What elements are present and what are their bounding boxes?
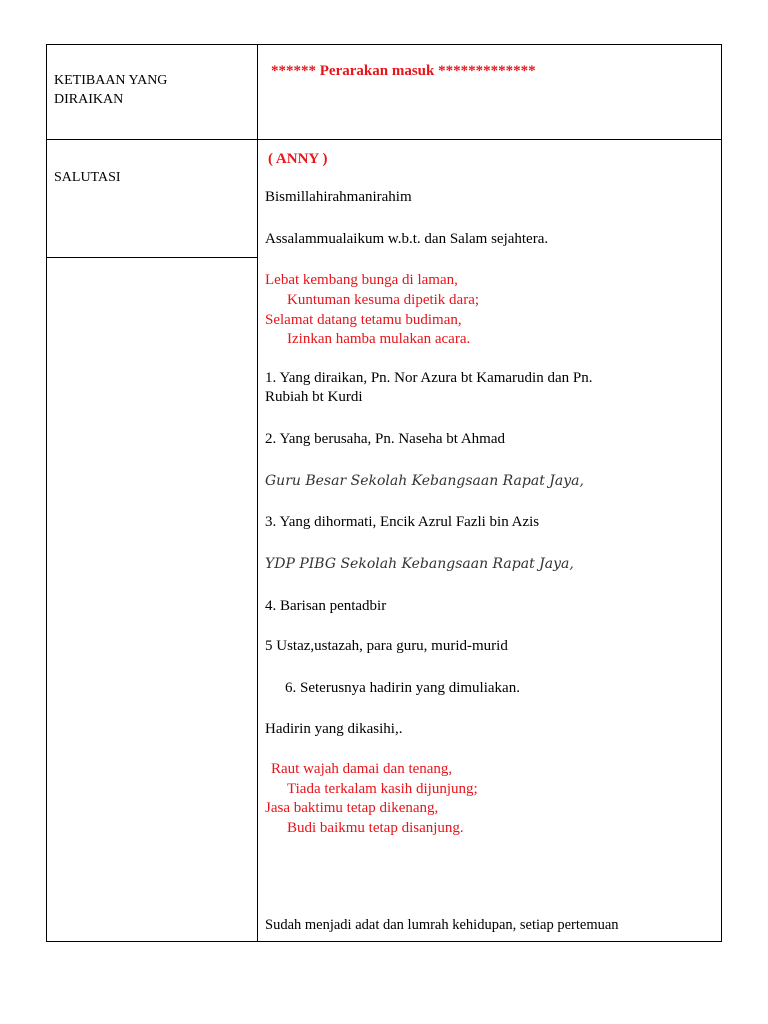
pantun1-line4: Izinkan hamba mulakan acara. (287, 331, 471, 347)
guest-item-4: 4. Barisan pentadbir (265, 598, 387, 614)
row-label-salutasi: SALUTASI (54, 170, 121, 185)
row-label-ketibaan-line1: KETIBAAN YANG (54, 73, 168, 88)
guest-item-6: 6. Seterusnya hadirin yang dimuliakan. (285, 680, 520, 696)
row-label-ketibaan-line2: DIRAIKAN (54, 92, 124, 107)
pantun1-line1: Lebat kembang bunga di laman, (265, 272, 458, 288)
speaker-name: ( ANNY ) (268, 151, 328, 167)
table-border-right (721, 44, 722, 942)
pantun2-line4: Budi baikmu tetap disanjung. (287, 820, 464, 836)
guest-item-3-title: YDP PIBG Sekolah Kebangsaan Rapat Jaya, (265, 556, 574, 572)
bismillah-text: Bismillahirahmanirahim (265, 189, 412, 205)
table-row-divider-1 (46, 139, 722, 140)
guest-item-3: 3. Yang dihormati, Encik Azrul Fazli bin Azis (265, 514, 540, 530)
table-row-divider-left (46, 257, 258, 258)
table-border-top (46, 44, 722, 45)
guest-item-2: 2. Yang berusaha, Pn. Naseha bt Ahmad (265, 431, 505, 447)
pantun1-line3: Selamat datang tetamu budiman, (265, 312, 462, 328)
table-border-left (46, 44, 47, 942)
guest-item-2-title: Guru Besar Sekolah Kebangsaan Rapat Jaya, (265, 473, 584, 489)
table-border-bottom (46, 941, 722, 942)
salam-text: Assalammualaikum w.b.t. dan Salam sejahtera. (265, 231, 549, 247)
table-column-divider (257, 44, 258, 942)
entrance-note: ****** Perarakan masuk ************* (271, 63, 536, 79)
guest-item-1-line1: 1. Yang diraikan, Pn. Nor Azura bt Kamarudin dan Pn. (265, 370, 593, 386)
hadirin-text: Hadirin yang dikasihi,. (265, 721, 403, 737)
pantun2-line3: Jasa baktimu tetap dikenang, (265, 800, 439, 816)
guest-item-5: 5 Ustaz,ustazah, para guru, murid-murid (265, 638, 508, 654)
guest-item-1-line2: Rubiah bt Kurdi (265, 389, 363, 405)
closing-text: Sudah menjadi adat dan lumrah kehidupan, setiap pertemuan (265, 917, 619, 933)
pantun2-line2: Tiada terkalam kasih dijunjung; (287, 781, 478, 797)
pantun1-line2: Kuntuman kesuma dipetik dara; (287, 292, 480, 308)
pantun2-line1: Raut wajah damai dan tenang, (271, 761, 453, 777)
